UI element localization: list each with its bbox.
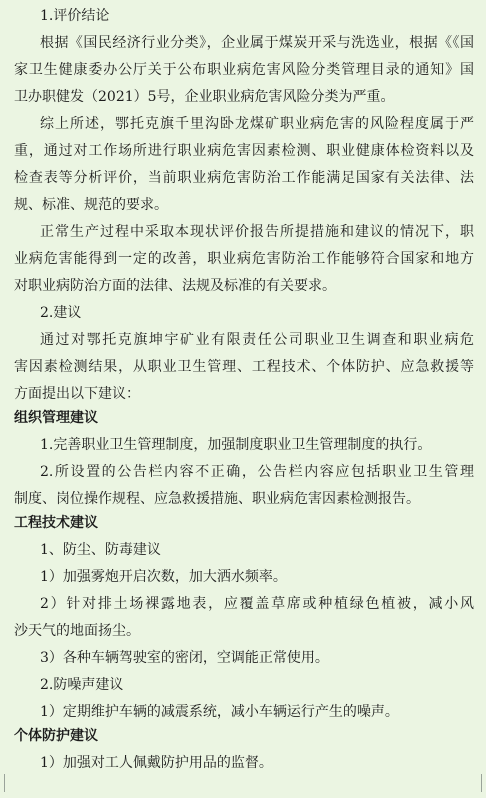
paragraph-line: 检查表等分析评价，当前职业病危害防治工作能满足国家有关法律、法 [14,170,474,186]
crop-mark-bottom-left [4,774,13,792]
subheading-personal-protection: 个体防护建议 [14,728,98,744]
paragraph-line: 害因素检测结果，从职业卫生管理、工程技术、个体防护、应急救援等 [14,359,474,375]
crop-mark-bottom-right [473,774,482,792]
list-item: 1）定期维护车辆的减震系统，减小车辆运行产生的噪声。 [40,704,399,720]
list-item: 1.完善职业卫生管理制度，加强制度职业卫生管理制度的执行。 [40,437,432,453]
paragraph-line: 根据《国民经济行业分类》，企业属于煤炭开采与洗选业，根据《《国 [40,35,474,51]
list-item: 制度、岗位操作规程、应急救援措施、职业病危害因素检测报告。 [14,491,420,507]
subheading-organization: 组织管理建议 [14,410,98,426]
paragraph-line: 方面提出以下建议： [14,386,140,402]
paragraph-line: 卫办职健发（2021）5号，企业职业病危害风险分类为严重。 [14,89,395,105]
paragraph-line: 业病危害能得到一定的改善，职业病危害防治工作能够符合国家和地方 [14,251,474,267]
paragraph-line: 对职业病防治方面的法律、法规及标准的有关要求。 [14,278,336,294]
paragraph-line: 综上所述，鄂托克旗千里沟卧龙煤矿职业病危害的风险程度属于严 [40,116,474,132]
list-item: 沙天气的地面扬尘。 [14,623,140,639]
paragraph-line: 规、标准、规范的要求。 [14,197,168,213]
list-item: 2）针对排土场裸露地表，应覆盖草席或种植绿色植被，减小风 [40,596,474,612]
list-item: 2.防噪声建议 [40,677,124,693]
section-heading-conclusion: 1.评价结论 [40,8,110,24]
paragraph-line: 正常生产过程中采取本现状评价报告所提措施和建议的情况下，职 [40,224,474,240]
list-item: 1）加强对工人佩戴防护用品的监督。 [40,755,273,771]
paragraph-line: 重，通过对工作场所进行职业病危害因素检测、职业健康体检资料以及 [14,143,474,159]
paragraph-line: 家卫生健康委办公厅关于公布职业病危害风险分类管理目录的通知》国 [14,62,474,78]
list-item: 1、防尘、防毒建议 [40,542,161,558]
section-heading-suggestions: 2.建议 [40,305,82,321]
list-item: 3）各种车辆驾驶室的密闭，空调能正常使用。 [40,650,329,666]
list-item: 2.所设置的公告栏内容不正确，公告栏内容应包括职业卫生管理 [40,464,474,480]
paragraph-line: 通过对鄂托克旗坤宇矿业有限责任公司职业卫生调查和职业病危 [40,332,474,348]
list-item: 1）加强雾炮开启次数，加大洒水频率。 [40,569,287,585]
subheading-engineering: 工程技术建议 [14,515,98,531]
